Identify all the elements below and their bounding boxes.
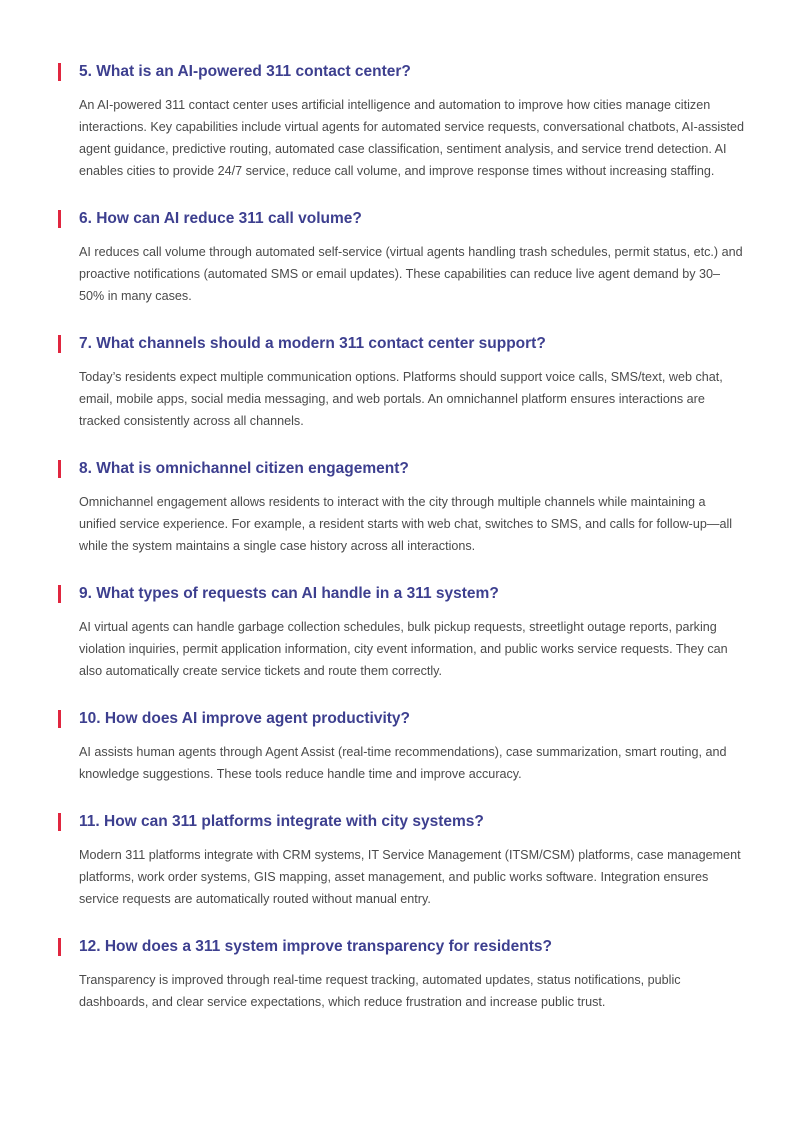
faq-question-text: 5. What is an AI-powered 311 contact center? (79, 63, 411, 80)
faq-item-6 (58, 207, 745, 307)
accent-bar (58, 938, 61, 956)
faq-question-text: 6. How can AI reduce 311 call volume? (79, 210, 362, 227)
faq-item-8 (58, 457, 745, 557)
faq-question (58, 457, 745, 481)
accent-bar (58, 585, 61, 603)
faq-item-12 (58, 935, 745, 1013)
faq-question-text: 12. How does a 311 system improve transparency for residents? (79, 938, 552, 955)
faq-answer: Modern 311 platforms integrate with CRM systems, IT Service Management (ITSM/CSM) platforms, case management platforms, work order systems, GIS mapping, asset management, and public works software. Integration ensures service requests are automatically routed without manual entry. (79, 848, 741, 906)
accent-bar (58, 335, 61, 353)
faq-question (58, 332, 745, 356)
faq-question-text: 9. What types of requests can AI handle in a 311 system? (79, 585, 499, 602)
faq-answer: AI reduces call volume through automated self-service (virtual agents handling trash schedules, permit status, etc.) and proactive notifications (automated SMS or email updates). These capabilities can reduce live agent demand by 30–50% in many cases. (79, 245, 743, 303)
accent-bar (58, 210, 61, 228)
faq-question (58, 60, 745, 84)
faq-question-text: 10. How does AI improve agent productivity? (79, 710, 411, 727)
faq-question (58, 935, 745, 959)
faq-item-7 (58, 332, 745, 432)
faq-answer: Omnichannel engagement allows residents to interact with the city through multiple channels while maintaining a unified service experience. For example, a resident starts with web chat, switches to SMS, and calls for follow-up—all while the system maintains a single case history across all interactions. (79, 495, 733, 553)
accent-bar (58, 813, 61, 831)
faq-question-text: 8. What is omnichannel citizen engagement? (79, 460, 409, 477)
accent-bar (58, 63, 61, 81)
faq-question (58, 707, 745, 731)
faq-question-text: 7. What channels should a modern 311 contact center support? (79, 335, 546, 352)
faq-question-text: 11. How can 311 platforms integrate with city systems? (79, 813, 484, 830)
faq-item-10 (58, 707, 745, 785)
faq-answer: Today’s residents expect multiple communication options. Platforms should support voice calls, SMS/text, web chat, email, mobile apps, social media messaging, and web portals. An omnichannel platform ensures interactions are tracked consistently across all channels. (79, 370, 723, 428)
faq-answer: Transparency is improved through real-time request tracking, automated updates, status notifications, public dashboards, and clear service expectations, which reduce frustration and increase public trust. (79, 973, 681, 1009)
faq-question (58, 207, 745, 231)
accent-bar (58, 710, 61, 728)
faq-item-5 (58, 60, 745, 182)
faq-item-9 (58, 582, 745, 682)
faq-question (58, 582, 745, 606)
faq-item-11 (58, 810, 745, 910)
faq-answer: AI assists human agents through Agent Assist (real-time recommendations), case summarization, smart routing, and knowledge suggestions. These tools reduce handle time and improve accuracy. (79, 745, 727, 781)
accent-bar (58, 460, 61, 478)
faq-answer: An AI-powered 311 contact center uses artificial intelligence and automation to improve how cities manage citizen interactions. Key capabilities include virtual agents for automated service requests, conversational chatbots, AI-assisted agent guidance, predictive routing, automated case classification, sentiment analysis, and service trend detection. AI enables cities to provide 24/7 service, reduce call volume, and improve response times without increasing staffing. (79, 98, 745, 178)
faq-answer: AI virtual agents can handle garbage collection schedules, bulk pickup requests, streetlight outage reports, parking violation inquiries, permit application information, city event information, and public works service requests. They can also automatically create service tickets and route them correctly. (79, 620, 728, 678)
faq-question (58, 810, 745, 834)
